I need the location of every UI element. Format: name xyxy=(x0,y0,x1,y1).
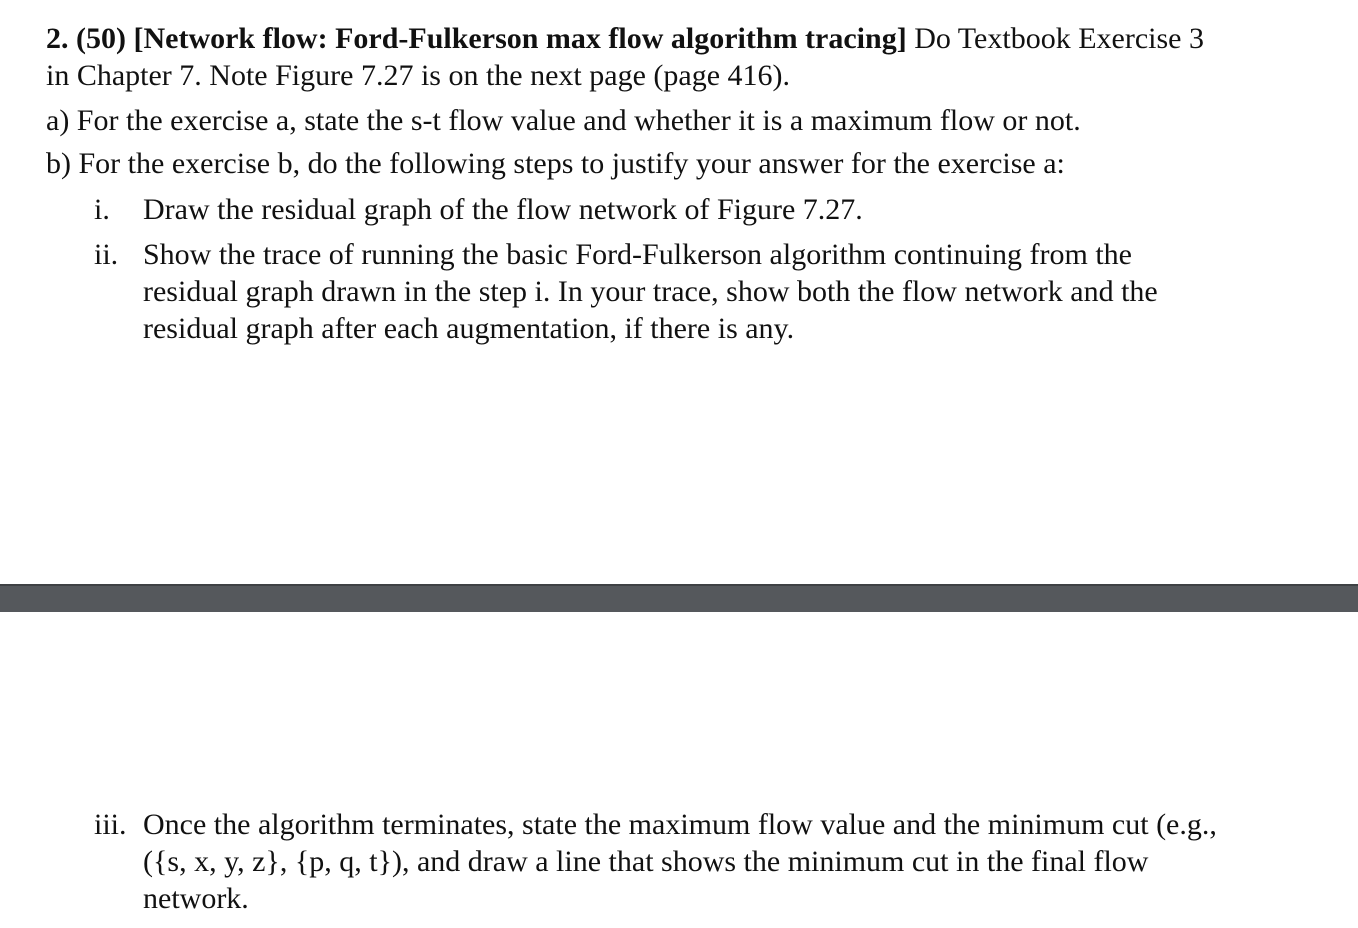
question-heading-rest: Do Textbook Exercise 3 xyxy=(906,22,1204,55)
page-separator xyxy=(0,584,1358,612)
question-heading-line2: in Chapter 7. Note Figure 7.27 is on the next page (page 416). xyxy=(46,59,790,92)
list-item-line: Show the trace of running the basic Ford-Fulkerson algorithm continuing from the xyxy=(143,238,1132,271)
part-b-text: b) For the exercise b, do the following steps to justify your answer for the exercise a: xyxy=(46,147,1065,180)
question-heading-bold: 2. (50) [Network flow: Ford-Fulkerson max flow algorithm tracing] xyxy=(46,22,907,55)
list-item-line: Once the algorithm terminates, state the maximum flow value and the minimum cut (e.g., xyxy=(143,808,1217,841)
list-item-line: Draw the residual graph of the flow network of Figure 7.27. xyxy=(143,193,863,226)
list-item-line: residual graph drawn in the step i. In your trace, show both the flow network and the xyxy=(143,275,1158,308)
list-item-number: i. xyxy=(94,193,110,226)
document-page-bottom xyxy=(0,612,1358,928)
list-item-text xyxy=(143,191,1333,228)
question-heading xyxy=(46,20,1346,57)
list-item-line: network. xyxy=(143,882,249,915)
list-item-text xyxy=(143,806,1333,917)
list-item-text xyxy=(143,236,1333,347)
list-item-number: iii. xyxy=(94,808,127,841)
list-item-line: ({s, x, y, z}, {p, q, t}), and draw a line that shows the minimum cut in the final flow xyxy=(143,845,1149,878)
list-item-number: ii. xyxy=(94,238,119,271)
part-a-text: a) For the exercise a, state the s-t flow value and whether it is a maximum flow or not. xyxy=(46,104,1081,137)
list-item-line: residual graph after each augmentation, if there is any. xyxy=(143,312,795,345)
